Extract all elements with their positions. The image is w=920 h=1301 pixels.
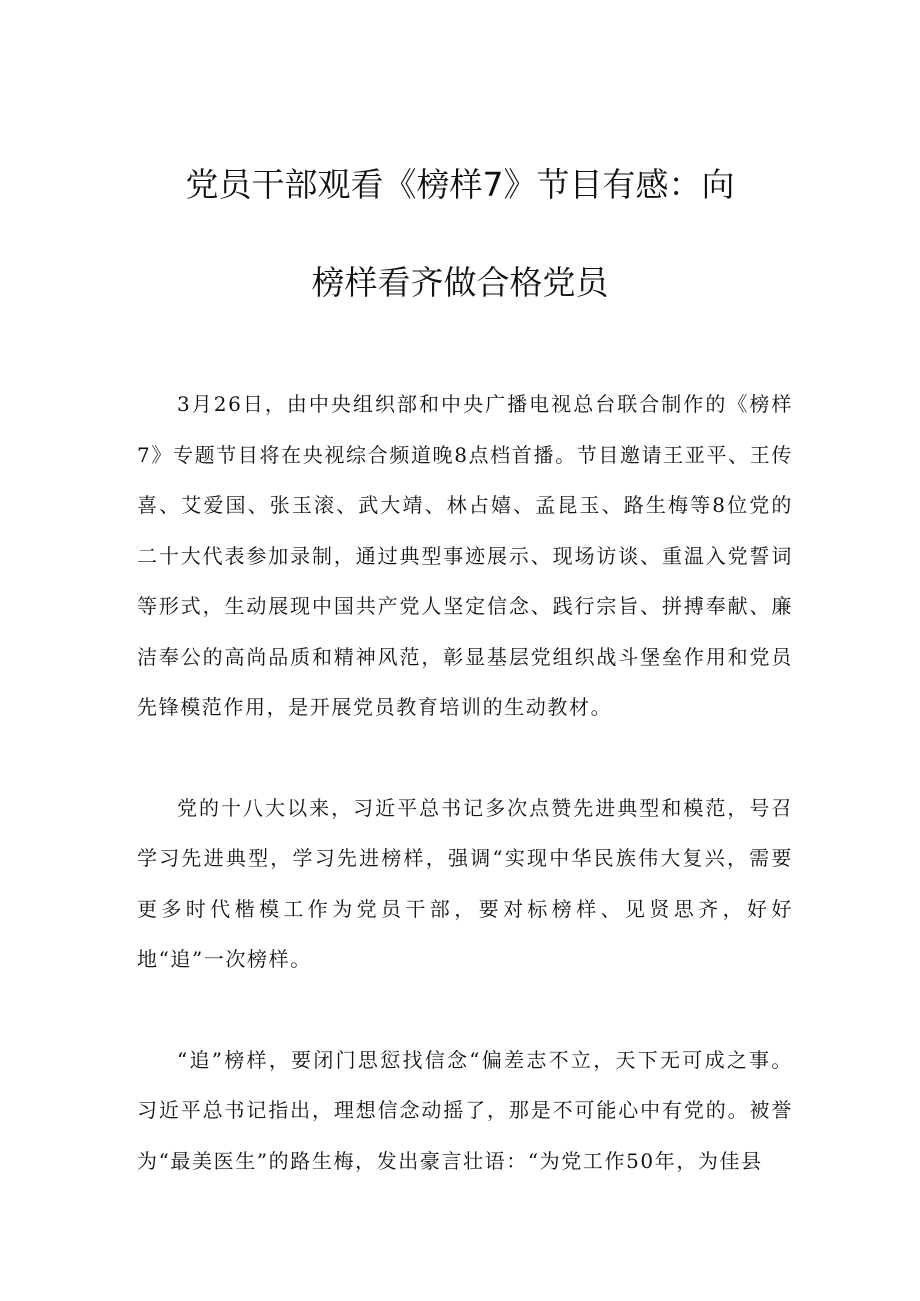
- paragraph-1: 3月26日，由中央组织部和中央广播电视总台联合制作的《榜样7》专题节目将在央视综合频道晚8点档首播。节目邀请王亚平、王传喜、艾爱国、张玉滚、武大靖、林占嬉、孟昆玉、路生梅等8位党的二十大代表参加录制，通过典型事迹展示、现场访谈、重温入党誓词等形式，生动展现中国共产党人坚定信念、践行宗旨、拼搏奉献、廉洁奉公的高尚品质和精神风范，彰显基层党组织战斗堡垒作用和党员先锋模范作用，是开展党员教育培训的生动教材。: [137, 392, 793, 719]
- title-line-1: 党员干部观看《榜样7》节目有感：向: [185, 165, 735, 204]
- document-title: [0, 152, 920, 348]
- title-line-2: 榜样看齐做合格党员: [311, 263, 609, 302]
- paragraph-2: 党的十八大以来，习近平总书记多次点赞先进典型和模范，号召学习先进典型，学习先进榜样，强调“实现中华民族伟大复兴，需要更多时代楷模工作为党员干部，要对标榜样、见贤思齐，好好地“追”一次榜样。: [137, 795, 793, 971]
- paragraph-3: “追”榜样，要闭门思愆找信念“偏差志不立，天下无可成之事。习近平总书记指出，理想信念动摇了，那是不可能心中有党的。被誉为“最美医生”的路生梅，发出豪言壮语：“为党工作50年，为佳县: [137, 1047, 793, 1173]
- document-body: [137, 379, 793, 1186]
